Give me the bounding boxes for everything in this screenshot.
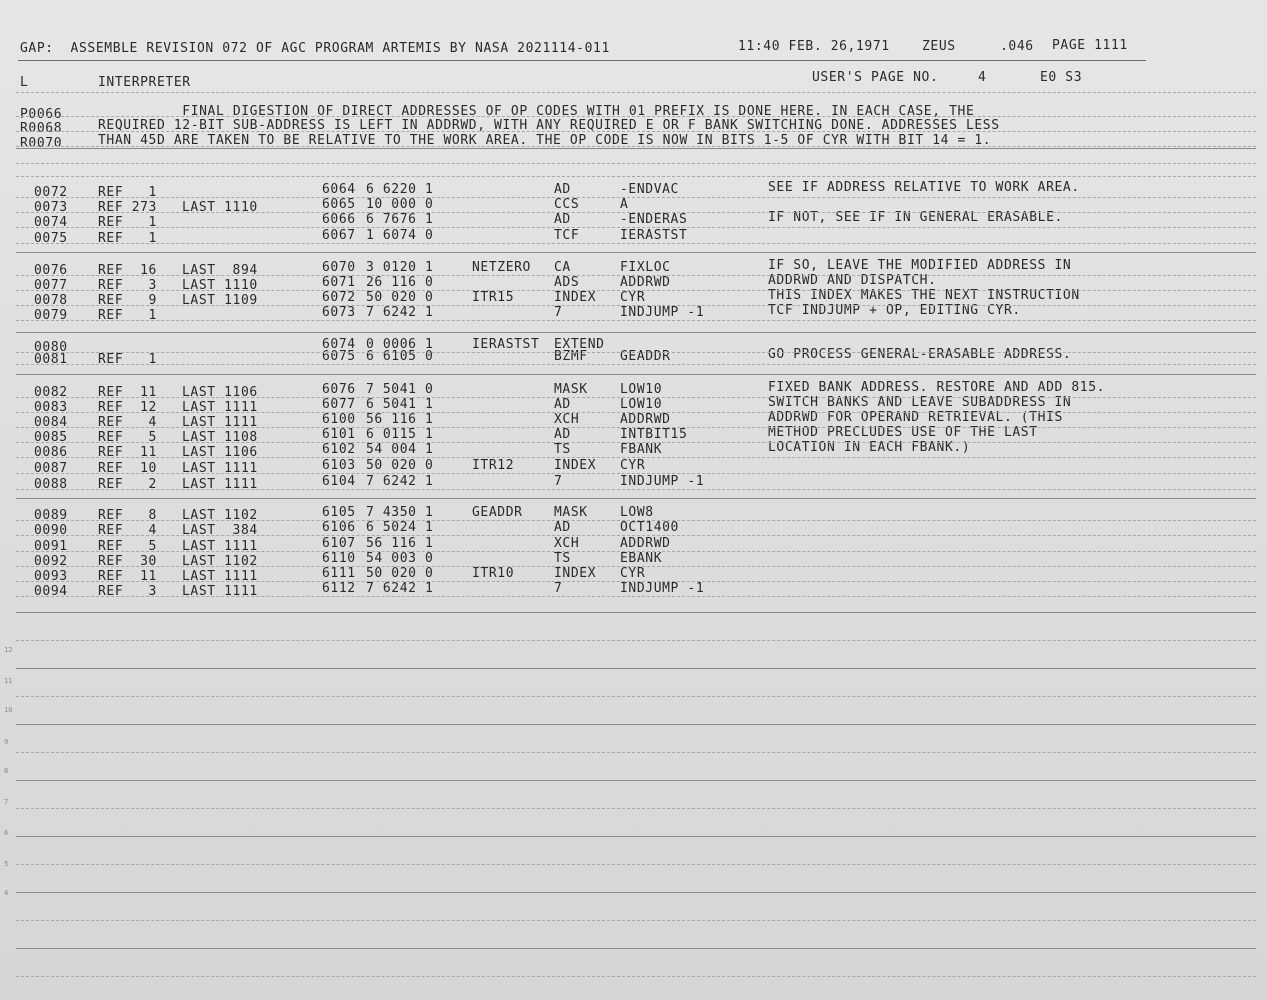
paper-rule [16, 146, 1256, 147]
row-last: LAST 1111 [182, 569, 258, 584]
margin-number: 9 [4, 738, 9, 746]
row-op: ADS [554, 275, 580, 290]
paper-rule [16, 412, 1256, 413]
row-addr: 6100 [322, 412, 356, 427]
row-op: MASK [554, 505, 588, 520]
row-ref: REF 5 [98, 430, 157, 445]
row-ref: REF 3 [98, 278, 157, 293]
paper-rule [16, 780, 1256, 781]
paper-rule [16, 724, 1256, 725]
row-op: CA [554, 260, 571, 275]
paper-rule [16, 612, 1256, 613]
header-page-number: PAGE 1111 [1052, 38, 1128, 53]
row-addr: 6067 [322, 228, 356, 243]
row-operand: A [620, 197, 629, 212]
row-comment: IF NOT, SEE IF IN GENERAL ERASABLE. [768, 210, 1063, 225]
remark-id: R0068 [20, 121, 63, 136]
paper-rule [16, 131, 1256, 132]
paper-rule [16, 948, 1256, 949]
row-num: 0084 [34, 415, 68, 430]
paper-rule [16, 352, 1256, 353]
row-addr: 6106 [322, 520, 356, 535]
row-addr: 6102 [322, 442, 356, 457]
row-comment: FIXED BANK ADDRESS. RESTORE AND ADD 815. [768, 380, 1106, 395]
row-label: ITR15 [472, 290, 515, 305]
margin-number: 11 [4, 677, 13, 685]
paper-rule [16, 227, 1256, 228]
row-num: 0072 [34, 185, 68, 200]
row-addr: 6111 [322, 566, 356, 581]
section-title: INTERPRETER [98, 75, 191, 90]
row-op: CCS [554, 197, 580, 212]
row-ref: REF 273 [98, 200, 157, 215]
row-word: 56 116 1 [366, 412, 434, 427]
row-word: 54 003 0 [366, 551, 434, 566]
row-comment: ADDRWD FOR OPERAND RETRIEVAL. (THIS [768, 410, 1063, 425]
paper-rule [16, 976, 1256, 977]
paper-rule [16, 640, 1256, 641]
row-num: 0088 [34, 477, 68, 492]
row-addr: 6072 [322, 290, 356, 305]
paper-rule [16, 243, 1256, 244]
remark-text: REQUIRED 12-BIT SUB-ADDRESS IS LEFT IN ADDRWD, WITH ANY REQUIRED E OR F BANK SWITCHING DONE. ADDRESSES LESS [98, 118, 1000, 133]
margin-number: 7 [4, 798, 9, 806]
row-comment: TCF INDJUMP + OP, EDITING CYR. [768, 303, 1021, 318]
margin-number: 12 [4, 646, 13, 654]
paper-rule [16, 116, 1256, 117]
row-operand: -ENDVAC [620, 182, 679, 197]
row-op: AD [554, 397, 571, 412]
row-operand: -ENDERAS [620, 212, 688, 227]
row-ref: REF 11 [98, 445, 157, 460]
row-num: 0089 [34, 508, 68, 523]
margin-number: 4 [4, 889, 9, 897]
row-ref: REF 8 [98, 508, 157, 523]
row-addr: 6077 [322, 397, 356, 412]
paper-rule [16, 836, 1256, 837]
row-op: MASK [554, 382, 588, 397]
row-operand: IERASTST [620, 228, 688, 243]
row-word: 6 5041 1 [366, 397, 434, 412]
row-word: 6 6220 1 [366, 182, 434, 197]
paper-rule [16, 163, 1256, 164]
row-last: LAST 1106 [182, 385, 258, 400]
remark-text: THAN 45D ARE TAKEN TO BE RELATIVE TO THE WORK AREA. THE OP CODE IS NOW IN BITS 1-5 OF CYR WITH BIT 14 = 1. [98, 133, 992, 148]
row-num: 0092 [34, 554, 68, 569]
paper-rule [16, 696, 1256, 697]
row-comment: METHOD PRECLUDES USE OF THE LAST [768, 425, 1038, 440]
row-word: 6 0115 1 [366, 427, 434, 442]
row-num: 0077 [34, 278, 68, 293]
row-op: XCH [554, 412, 580, 427]
row-addr: 6107 [322, 536, 356, 551]
paper-rule [16, 442, 1256, 443]
row-addr: 6105 [322, 505, 356, 520]
paper-rule [16, 176, 1256, 177]
row-num: 0093 [34, 569, 68, 584]
row-operand: GEADDR [620, 349, 671, 364]
row-op: TS [554, 551, 571, 566]
row-word: 6 5024 1 [366, 520, 434, 535]
row-operand: INDJUMP -1 [620, 474, 705, 489]
row-last: LAST 1111 [182, 415, 258, 430]
row-addr: 6103 [322, 458, 356, 473]
row-label: ITR12 [472, 458, 515, 473]
row-ref: REF 1 [98, 352, 157, 367]
row-operand: FBANK [620, 442, 663, 457]
row-operand: CYR [620, 458, 646, 473]
row-ref: REF 10 [98, 461, 157, 476]
row-operand: INTBIT15 [620, 427, 688, 442]
row-op: EXTEND [554, 337, 605, 352]
row-num: 0085 [34, 430, 68, 445]
row-word: 50 020 0 [366, 290, 434, 305]
row-ref: REF 2 [98, 477, 157, 492]
header-assembly-title: GAP: ASSEMBLE REVISION 072 OF AGC PROGRAM ARTEMIS BY NASA 2021114-011 [20, 41, 610, 56]
row-operand: LOW10 [620, 397, 663, 412]
row-ref: REF 16 [98, 263, 157, 278]
paper-rule [16, 596, 1256, 597]
paper-rule [16, 752, 1256, 753]
paper-rule [16, 212, 1256, 213]
row-op: BZMF [554, 349, 588, 364]
paper-rule [16, 320, 1256, 321]
row-op: INDEX [554, 458, 597, 473]
row-operand: ADDRWD [620, 275, 671, 290]
paper-rule [16, 566, 1256, 567]
row-last: LAST 1111 [182, 477, 258, 492]
row-op: AD [554, 427, 571, 442]
remark-id: P0066 [20, 107, 63, 122]
row-word: 3 0120 1 [366, 260, 434, 275]
row-comment: SEE IF ADDRESS RELATIVE TO WORK AREA. [768, 180, 1080, 195]
paper-rule [16, 892, 1256, 893]
paper-rule [16, 920, 1256, 921]
row-comment: GO PROCESS GENERAL-ERASABLE ADDRESS. [768, 347, 1072, 362]
user-page-label: USER'S PAGE NO. [812, 70, 939, 85]
row-last: LAST 384 [182, 523, 258, 538]
row-op: 7 [554, 474, 563, 489]
row-comment: LOCATION IN EACH FBANK.) [768, 440, 971, 455]
row-num: 0091 [34, 539, 68, 554]
row-comment: THIS INDEX MAKES THE NEXT INSTRUCTION [768, 288, 1080, 303]
row-last: LAST 1109 [182, 293, 258, 308]
paper-rule [16, 197, 1256, 198]
row-ref: REF 5 [98, 539, 157, 554]
row-last: LAST 1111 [182, 400, 258, 415]
paper-rule [16, 290, 1256, 291]
row-word: 54 004 1 [366, 442, 434, 457]
row-operand: CYR [620, 290, 646, 305]
row-comment: SWITCH BANKS AND LEAVE SUBADDRESS IN [768, 395, 1072, 410]
paper-rule [16, 473, 1256, 474]
page-tag: E0 S3 [1040, 70, 1083, 85]
row-operand: OCT1400 [620, 520, 679, 535]
row-num: 0075 [34, 231, 68, 246]
row-ref: REF 30 [98, 554, 157, 569]
row-last: LAST 1106 [182, 445, 258, 460]
row-op: AD [554, 212, 571, 227]
row-num: 0081 [34, 352, 68, 367]
row-addr: 6112 [322, 581, 356, 596]
row-operand: EBANK [620, 551, 663, 566]
margin-number: 8 [4, 767, 9, 775]
row-num: 0086 [34, 445, 68, 460]
margin-number: 10 [4, 706, 13, 714]
row-operand: INDJUMP -1 [620, 581, 705, 596]
row-op: AD [554, 182, 571, 197]
row-last: LAST 894 [182, 263, 258, 278]
row-last: LAST 1110 [182, 200, 258, 215]
row-addr: 6070 [322, 260, 356, 275]
row-last: LAST 1108 [182, 430, 258, 445]
row-operand: CYR [620, 566, 646, 581]
row-addr: 6066 [322, 212, 356, 227]
row-num: 0082 [34, 385, 68, 400]
row-ref: REF 9 [98, 293, 157, 308]
remark-id: R0070 [20, 136, 63, 151]
paper-rule [16, 252, 1256, 253]
row-last: LAST 1111 [182, 539, 258, 554]
paper-rule [16, 332, 1256, 333]
row-op: 7 [554, 305, 563, 320]
paper-rule [16, 397, 1256, 398]
paper-rule [16, 374, 1256, 375]
paper-rule [16, 520, 1256, 521]
row-operand: LOW8 [620, 505, 654, 520]
row-num: 0078 [34, 293, 68, 308]
user-page-number: 4 [978, 70, 987, 85]
row-ref: REF 11 [98, 569, 157, 584]
row-addr: 6065 [322, 197, 356, 212]
row-word: 7 6242 1 [366, 305, 434, 320]
row-addr: 6101 [322, 427, 356, 442]
row-op: TS [554, 442, 571, 457]
row-ref: REF 11 [98, 385, 157, 400]
paper-rule [16, 489, 1256, 490]
row-ref: REF 12 [98, 400, 157, 415]
row-num: 0080 [34, 340, 68, 355]
row-addr: 6073 [322, 305, 356, 320]
row-ref: REF 3 [98, 584, 157, 599]
row-comment: IF SO, LEAVE THE MODIFIED ADDRESS IN [768, 258, 1072, 273]
row-ref: REF 1 [98, 185, 157, 200]
row-num: 0076 [34, 263, 68, 278]
row-word: 7 4350 1 [366, 505, 434, 520]
row-addr: 6076 [322, 382, 356, 397]
row-op: AD [554, 520, 571, 535]
row-word: 56 116 1 [366, 536, 434, 551]
row-addr: 6075 [322, 349, 356, 364]
row-word: 7 6242 1 [366, 581, 434, 596]
row-label: IERASTST [472, 337, 540, 352]
row-addr: 6110 [322, 551, 356, 566]
row-ref: REF 4 [98, 415, 157, 430]
row-last: LAST 1111 [182, 461, 258, 476]
row-label: NETZERO [472, 260, 531, 275]
row-word: 50 020 0 [366, 566, 434, 581]
row-operand: INDJUMP -1 [620, 305, 705, 320]
header-rule [18, 60, 1146, 61]
row-op: TCF [554, 228, 580, 243]
row-num: 0074 [34, 215, 68, 230]
paper-rule [16, 148, 1256, 149]
row-num: 0087 [34, 461, 68, 476]
paper-rule [16, 551, 1256, 552]
row-word: 1 6074 0 [366, 228, 434, 243]
row-word: 0 0006 1 [366, 337, 434, 352]
row-op: INDEX [554, 566, 597, 581]
paper-rule [16, 427, 1256, 428]
paper-rule [16, 275, 1256, 276]
row-addr: 6074 [322, 337, 356, 352]
paper-rule [16, 305, 1256, 306]
row-ref: REF 4 [98, 523, 157, 538]
row-ref: REF 1 [98, 215, 157, 230]
row-addr: 6064 [322, 182, 356, 197]
margin-number: 6 [4, 829, 9, 837]
remark-text: FINAL DIGESTION OF DIRECT ADDRESSES OF OP CODES WITH 01 PREFIX IS DONE HERE. IN EACH CASE, THE [98, 104, 975, 119]
row-ref: REF 1 [98, 231, 157, 246]
row-word: 10 000 0 [366, 197, 434, 212]
row-last: LAST 1102 [182, 554, 258, 569]
row-comment: ADDRWD AND DISPATCH. [768, 273, 937, 288]
row-word: 7 5041 0 [366, 382, 434, 397]
row-op: 7 [554, 581, 563, 596]
row-word: 26 116 0 [366, 275, 434, 290]
row-num: 0083 [34, 400, 68, 415]
row-last: LAST 1102 [182, 508, 258, 523]
row-word: 50 020 0 [366, 458, 434, 473]
row-label: ITR10 [472, 566, 515, 581]
paper-rule [16, 808, 1256, 809]
paper-rule [16, 364, 1256, 365]
row-last: LAST 1111 [182, 584, 258, 599]
paper-rule [16, 535, 1256, 536]
row-operand: FIXLOC [620, 260, 671, 275]
paper-rule [16, 864, 1256, 865]
row-word: 7 6242 1 [366, 474, 434, 489]
row-word: 6 6105 0 [366, 349, 434, 364]
paper-rule [16, 668, 1256, 669]
row-op: XCH [554, 536, 580, 551]
row-operand: ADDRWD [620, 536, 671, 551]
header-system: ZEUS [922, 39, 956, 54]
margin-number: 5 [4, 860, 9, 868]
subheader-marker: L [20, 75, 29, 90]
row-num: 0079 [34, 308, 68, 323]
row-operand: ADDRWD [620, 412, 671, 427]
paper-rule [16, 498, 1256, 499]
header-timestamp: 11:40 FEB. 26,1971 [738, 39, 890, 54]
row-num: 0094 [34, 584, 68, 599]
paper-rule [16, 92, 1256, 93]
row-addr: 6071 [322, 275, 356, 290]
row-label: GEADDR [472, 505, 523, 520]
row-word: 6 7676 1 [366, 212, 434, 227]
row-operand: LOW10 [620, 382, 663, 397]
paper-rule [16, 581, 1256, 582]
paper-rule [16, 457, 1256, 458]
row-op: INDEX [554, 290, 597, 305]
row-addr: 6104 [322, 474, 356, 489]
row-num: 0073 [34, 200, 68, 215]
row-last: LAST 1110 [182, 278, 258, 293]
row-ref: REF 1 [98, 308, 157, 323]
row-num: 0090 [34, 523, 68, 538]
header-code: .046 [1000, 39, 1034, 54]
